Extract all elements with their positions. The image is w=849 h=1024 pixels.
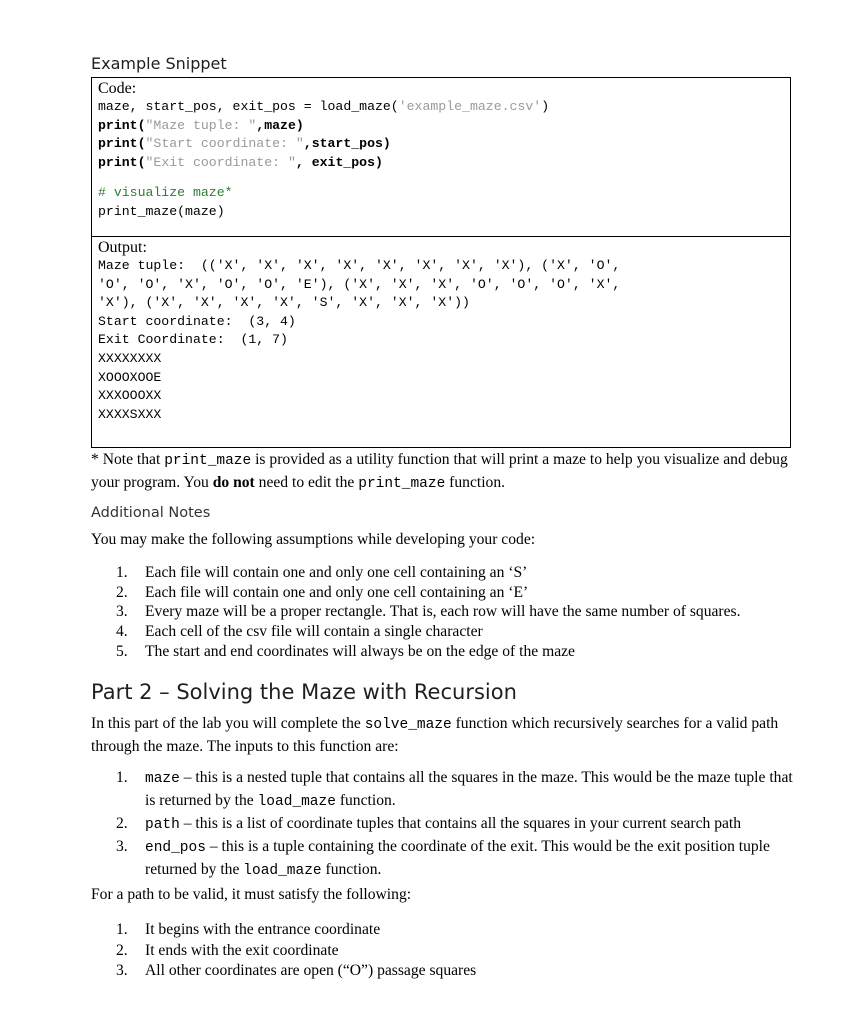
output-line: XOOOXOOE	[98, 369, 162, 385]
code-label: Code:	[98, 80, 137, 97]
code-box	[91, 77, 791, 237]
code-line-2: print("Maze tuple: ",maze)	[98, 117, 304, 133]
output-line: 'X'), ('X', 'X', 'X', 'X', 'S', 'X', 'X', 'X'))	[98, 295, 470, 311]
output-line: Start coordinate: (3, 4)	[98, 313, 296, 329]
list-item: 2. It ends with the exit coordinate	[116, 941, 339, 959]
output-box	[91, 236, 791, 448]
valid-path-list	[116, 920, 476, 982]
list-item: 1. maze – this is a nested tuple that contains all the squares in the maze. This would be the maze tuple that is returned by the load_maze function.	[116, 769, 793, 810]
output-line: Maze tuple: (('X', 'X', 'X', 'X', 'X', 'X', 'X', 'X'), ('X', 'O',	[98, 258, 621, 273]
code-line-3: print("Start coordinate: ",start_pos)	[98, 136, 391, 151]
list-item: 4. Each cell of the csv file will contain a single character	[116, 623, 483, 641]
additional-notes-heading: Additional Notes	[91, 505, 211, 521]
list-item: 3. end_pos – this is a tuple containing the coordinate of the exit. This would be the exit position tuple returned by the load_maze function.	[116, 838, 770, 879]
valid-path-intro: For a path to be valid, it must satisfy the following:	[91, 886, 412, 903]
inputs-list	[116, 767, 796, 882]
output-label: Output:	[98, 239, 147, 256]
code-line-4: print("Exit coordinate: ", exit_pos)	[98, 154, 383, 170]
additional-notes-intro: You may make the following assumptions while developing your code:	[91, 531, 536, 548]
part2-intro: In this part of the lab you will complete the solve_maze function which recursively searches for a valid path through the maze. The inputs to this function are:	[91, 715, 779, 755]
output-line: XXXXXXXX	[98, 350, 162, 366]
list-item: 1. It begins with the entrance coordinate	[116, 921, 381, 938]
code-line-6: print_maze(maze)	[98, 203, 225, 219]
output-line: XXXOOOXX	[98, 388, 162, 404]
list-item: 3. All other coordinates are open (“O”) passage squares	[116, 962, 477, 979]
code-comment: # visualize maze*	[98, 185, 233, 200]
list-item: 2. path – this is a list of coordinate tuples that contains all the squares in your current search path	[116, 815, 742, 833]
code-line-1: maze, start_pos, exit_pos = load_maze('example_maze.csv')	[98, 99, 550, 114]
print-maze-note: * Note that print_maze is provided as a utility function that will print a maze to help you visualize and debug your program. You do not need to edit the print_maze function.	[91, 451, 788, 492]
output-line: XXXXSXXX	[98, 406, 162, 422]
assumptions-list	[116, 563, 741, 662]
output-line: 'O', 'O', 'X', 'O', 'O', 'E'), ('X', 'X', 'X', 'O', 'O', 'O', 'X',	[98, 276, 621, 292]
list-item: 5. The start and end coordinates will always be on the edge of the maze	[116, 642, 575, 660]
list-item: 2. Each file will contain one and only one cell containing an ‘E’	[116, 583, 529, 601]
example-snippet-heading: Example Snippet	[91, 54, 227, 73]
list-item: 3. Every maze will be a proper rectangle. That is, each row will have the same number of squares.	[116, 603, 741, 621]
list-item: 1. Each file will contain one and only one cell containing an ‘S’	[116, 564, 528, 581]
part2-heading: Part 2 – Solving the Maze with Recursion	[91, 680, 517, 704]
output-line: Exit Coordinate: (1, 7)	[98, 332, 288, 348]
